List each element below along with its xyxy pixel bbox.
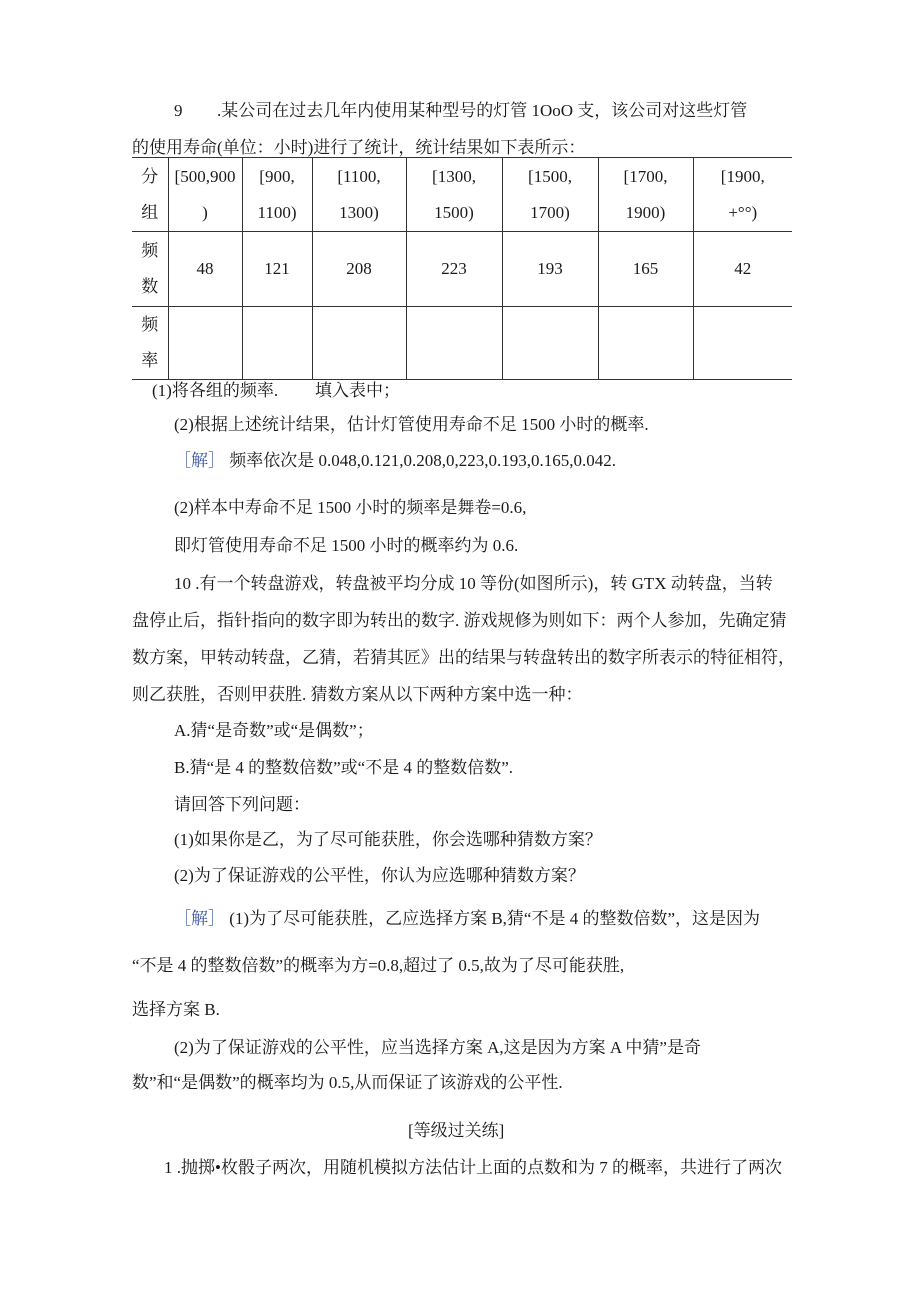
group-cell: [1500, 1700): [502, 158, 598, 232]
q9-number: 9: [174, 101, 183, 120]
q9-solution-line1: ［解］ 频率依次是 0.048,0.121,0.208,0,223,0.193,0.165,0.042.: [174, 451, 616, 470]
q10-sub2: (2)为了保证游戏的公平性，你认为应选哪种猜数方案？: [174, 866, 585, 885]
table-row-rates: [132, 307, 792, 380]
count-cell: 223: [406, 232, 502, 307]
q10-ask: 请回答下列问题：: [174, 795, 310, 814]
q10-solution-line2: “不是 4 的整数倍数”的概率为方=0.8,超过了 0.5,故为了尽可能获胜,: [132, 956, 625, 975]
q9-sub1: (1)将各组的频率.: [152, 381, 279, 400]
q9-stem-line1: .某公司在过去几年内使用某种型号的灯管 1OoO 支，该公司对这些灯管: [217, 101, 748, 120]
table-row-groups: [132, 158, 792, 232]
q10-stem-line4: 则乙获胜，否则甲获胜. 猜数方案从以下两种方案中选一种：: [132, 685, 583, 704]
q10-stem-line1: 10 .有一个转盘游戏，转盘被平均分成 10 等份(如图所示)，转 GTX 动转盘，当转: [174, 574, 773, 593]
q9-sub2: (2)根据上述统计结果，估计灯管使用寿命不足 1500 小时的概率.: [174, 415, 649, 434]
rate-cell: [406, 307, 502, 380]
q9-sub1-fill: 填入表中；: [315, 381, 400, 400]
q10-solution-line4: (2)为了保证游戏的公平性，应当选择方案 A,这是因为方案 A 中猜”是奇: [174, 1038, 701, 1057]
rate-cell: [693, 307, 792, 380]
rate-cell: [242, 307, 312, 380]
q9-solution-line2: (2)样本中寿命不足 1500 小时的频率是舞卷=0.6,: [174, 498, 527, 517]
count-cell: 48: [168, 232, 242, 307]
q10-sub1: (1)如果你是乙，为了尽可能获胜，你会选哪种猜数方案？: [174, 830, 602, 849]
group-cell: [1700, 1900): [598, 158, 693, 232]
q1-stem-line1: 1 .抛掷•枚骰子两次，用随机模拟方法估计上面的点数和为 7 的概率，共进行了两次: [164, 1158, 782, 1177]
group-cell: [1100, 1300): [312, 158, 406, 232]
rate-cell: [598, 307, 693, 380]
rate-cell: [502, 307, 598, 380]
q10-stem-line3: 数方案，甲转动转盘，乙猜，若猜其匠》出的结果与转盘转出的数字所表示的特征相符，: [132, 648, 795, 667]
group-cell: [900, 1100): [242, 158, 312, 232]
table-row-counts: [132, 232, 792, 307]
header-group-label: 分 组: [132, 158, 168, 232]
group-cell: [1300, 1500): [406, 158, 502, 232]
q10-option-a: A.猜“是奇数”或“是偶数”；: [174, 721, 374, 740]
q10-solution-line5: 数”和“是偶数”的概率均为 0.5,从而保证了该游戏的公平性.: [132, 1073, 563, 1092]
count-cell: 208: [312, 232, 406, 307]
group-cell: [1900, +°°): [693, 158, 792, 232]
q9-stem-line2: 的使用寿命(单位：小时)进行了统计，统计结果如下表所示：: [132, 138, 586, 157]
solution-tag: ［解］: [174, 451, 225, 470]
header-count-label: 频 数: [132, 232, 168, 307]
section-title: [等级过关练]: [408, 1121, 505, 1140]
q10-solution-line1: ［解］ (1)为了尽可能获胜，乙应选择方案 B,猜“不是 4 的整数倍数”，这是因为: [174, 909, 761, 928]
count-cell: 42: [693, 232, 792, 307]
q10-stem-line2: 盘停止后，指针指向的数字即为转出的数字. 游戏规修为则如下：两个人参加，先确定猜: [132, 611, 787, 630]
rate-cell: [312, 307, 406, 380]
solution-tag: ［解］: [174, 909, 225, 928]
rate-cell: [168, 307, 242, 380]
count-cell: 121: [242, 232, 312, 307]
frequency-table: [132, 157, 792, 380]
group-cell: [500,900 ): [168, 158, 242, 232]
q10-option-b: B.猜“是 4 的整数倍数”或“不是 4 的整数倍数”.: [174, 758, 514, 777]
header-rate-label: 频 率: [132, 307, 168, 380]
count-cell: 193: [502, 232, 598, 307]
count-cell: 165: [598, 232, 693, 307]
q9-solution-line3: 即灯管使用寿命不足 1500 小时的概率约为 0.6.: [174, 536, 519, 555]
q10-solution-line3: 选择方案 B.: [132, 1000, 220, 1019]
